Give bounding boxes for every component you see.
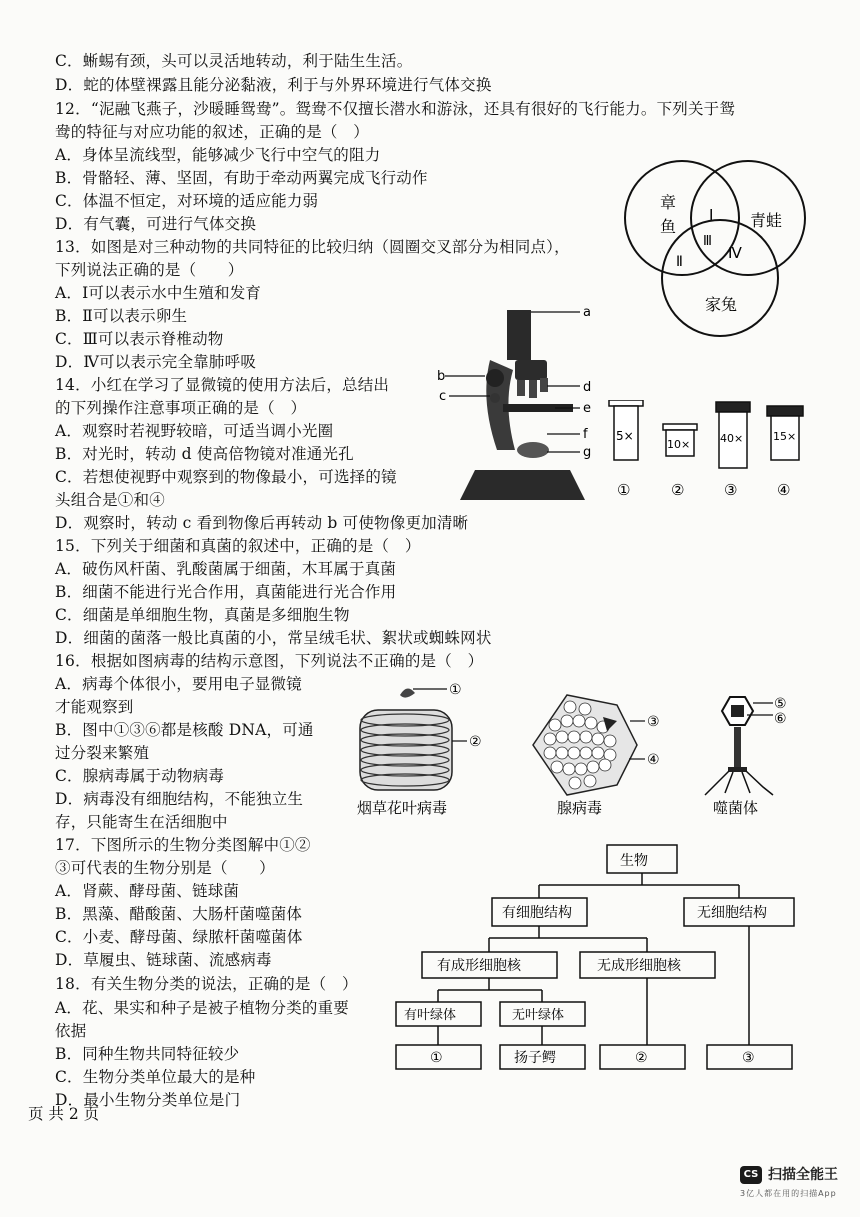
svg-text:无成形细胞核: 无成形细胞核 — [597, 958, 681, 974]
text-line: D．有气囊，可进行气体交换 — [55, 215, 257, 233]
venn-label-1: 章 — [660, 193, 677, 212]
text-line: C．细菌是单细胞生物，真菌是多细胞生物 — [55, 606, 350, 624]
venn-circle-3 — [662, 220, 778, 336]
svg-text:5×: 5× — [616, 429, 634, 443]
text-line: 存，只能寄生在活细胞中 — [55, 813, 228, 831]
text-line: A．破伤风杆菌、乳酸菌属于细菌，木耳属于真菌 — [55, 560, 397, 578]
svg-text:生物: 生物 — [620, 853, 648, 869]
svg-text:①: ① — [617, 481, 631, 499]
venn-label-2: 青蛙 — [750, 211, 783, 230]
text-line: ③可代表的生物分别是（ ） — [55, 859, 275, 877]
scanner-logo-icon: CS — [740, 1166, 762, 1184]
svg-text:②: ② — [469, 734, 482, 750]
label-d: d — [583, 380, 592, 395]
text-line: D．观察时，转动 c 看到物像后再转动 b 可使物像更加清晰 — [55, 514, 469, 532]
text-line: 14．小红在学习了显微镜的使用方法后，总结出 — [55, 376, 390, 394]
label-e: e — [583, 401, 591, 416]
svg-text:10×: 10× — [667, 438, 691, 451]
label-a: a — [583, 305, 591, 320]
text-line: C．小麦、酵母菌、绿脓杆菌噬菌体 — [55, 928, 303, 946]
text-line: D．病毒没有细胞结构，不能独立生 — [55, 790, 304, 808]
text-line: 才能观察到 — [55, 698, 134, 716]
virus-name-1: 烟草花叶病毒 — [357, 799, 448, 817]
text-line: A．病毒个体很小，要用电子显微镜 — [55, 675, 302, 693]
label-g: g — [583, 445, 592, 460]
lens-2 — [663, 424, 697, 499]
svg-text:有成形细胞核: 有成形细胞核 — [437, 958, 521, 974]
text-line: 17．下图所示的生物分类图解中①② — [55, 836, 311, 854]
text-line: A．身体呈流线型，能够减少飞行中空气的阻力 — [55, 146, 381, 164]
text-line: 13．如图是对三种动物的共同特征的比较归纳（圆圈交叉部分为相同点）， — [55, 238, 570, 256]
watermark-subtitle: 3亿人都在用的扫描App — [740, 1189, 837, 1198]
text-line: A．肾蕨、酵母菌、链球菌 — [55, 882, 240, 900]
text-line: C．Ⅲ可以表示脊椎动物 — [55, 330, 224, 348]
text-line: D．蛇的体壁裸露且能分泌黏液，利于与外界环境进行气体交换 — [55, 76, 492, 94]
svg-text:有细胞结构: 有细胞结构 — [502, 905, 572, 921]
text-line: 的下列操作注意事项正确的是（ ） — [55, 399, 307, 417]
lens-1 — [609, 400, 643, 499]
text-line: 头组合是①和④ — [55, 491, 165, 509]
svg-text:③: ③ — [724, 481, 738, 499]
tobacco-mosaic-virus — [357, 682, 482, 817]
text-line: B．Ⅱ可以表示卵生 — [55, 307, 188, 325]
text-line: 12．“泥融飞燕子，沙暖睡鸳鸯”。鸳鸯不仅擅长潜水和游泳，还具有很好的飞行能力。下列关于鸳 — [55, 100, 736, 118]
svg-text:①: ① — [430, 1050, 443, 1066]
venn-region-4: Ⅳ — [728, 244, 742, 262]
eyepiece-tube — [507, 310, 531, 360]
text-line: B．对光时，转动 d 使高倍物镜对准通光孔 — [55, 445, 354, 463]
svg-text:⑤: ⑤ — [774, 696, 787, 712]
page-footer: 页 共 2 页 — [28, 1105, 100, 1123]
text-line: 鸯的特征与对应功能的叙述，正确的是（ ） — [55, 123, 370, 141]
label-c: c — [439, 389, 447, 404]
svg-text:②: ② — [635, 1050, 648, 1066]
svg-text:15×: 15× — [773, 430, 797, 443]
svg-text:扬子鳄: 扬子鳄 — [514, 1050, 556, 1066]
text-line: B．骨骼轻、薄、坚固，有助于牵动两翼完成飞行动作 — [55, 169, 428, 187]
virus-name-2: 腺病毒 — [557, 799, 603, 817]
svg-text:②: ② — [671, 481, 685, 499]
text-line: D．Ⅳ可以表示完全靠肺呼吸 — [55, 353, 257, 371]
text-line: A．花、果实和种子是被子植物分类的重要 — [55, 999, 349, 1017]
virus-diagram — [345, 675, 815, 820]
microscope-base — [460, 470, 585, 500]
text-line: D．最小生物分类单位是门 — [55, 1091, 241, 1109]
nosepiece — [515, 360, 547, 380]
svg-text:③: ③ — [742, 1050, 755, 1066]
mirror — [517, 442, 549, 458]
text-line: C．腺病毒属于动物病毒 — [55, 767, 225, 785]
text-line: B．黑藻、醋酸菌、大肠杆菌噬菌体 — [55, 905, 303, 923]
svg-text:④: ④ — [777, 481, 791, 499]
svg-text:有叶绿体: 有叶绿体 — [404, 1008, 457, 1023]
text-line: B．细菌不能进行光合作用，真菌能进行光合作用 — [55, 583, 397, 601]
text-line: D．草履虫、链球菌、流感病毒 — [55, 951, 272, 969]
svg-text:40×: 40× — [720, 432, 744, 445]
venn-region-2: Ⅱ — [676, 254, 683, 270]
text-line: 依据 — [55, 1022, 87, 1040]
text-line: C．若想使视野中观察到的物像最小，可选择的镜 — [55, 468, 397, 486]
svg-text:③: ③ — [647, 714, 660, 730]
watermark-name: 扫描全能王 — [768, 1167, 838, 1183]
venn-region-3: Ⅲ — [703, 234, 712, 249]
coarse-knob — [486, 369, 504, 387]
lens-3 — [716, 402, 750, 499]
svg-text:无叶绿体: 无叶绿体 — [512, 1008, 565, 1023]
svg-text:无细胞结构: 无细胞结构 — [697, 905, 767, 921]
text-line: B．同种生物共同特征较少 — [55, 1045, 240, 1063]
venn-label-3: 家兔 — [705, 295, 738, 314]
virus-name-3: 噬菌体 — [713, 799, 759, 817]
svg-text:⑥: ⑥ — [774, 711, 787, 727]
text-line: B．图中①③⑥都是核酸 DNA，可通 — [55, 721, 314, 739]
text-line: A．观察时若视野较暗，可适当调小光圈 — [55, 422, 334, 440]
text-line: C．蜥蜴有颈，头可以灵活地转动，利于陆生生活。 — [55, 52, 413, 70]
scanner-watermark — [740, 1164, 855, 1212]
microscope-diagram — [435, 300, 600, 515]
label-f: f — [583, 427, 588, 442]
venn-diagram — [610, 160, 810, 345]
text-line: C．生物分类单位最大的是种 — [55, 1068, 256, 1086]
text-line: A．Ⅰ可以表示水中生殖和发育 — [55, 284, 262, 302]
text-line: C．体温不恒定，对环境的适应能力弱 — [55, 192, 319, 210]
text-line: 16．根据如图病毒的结构示意图，下列说法不正确的是（ ） — [55, 652, 484, 670]
fine-knob — [490, 393, 500, 403]
lens-diagram — [605, 400, 820, 505]
bacteriophage — [705, 696, 787, 817]
adenovirus — [533, 695, 660, 817]
svg-text:④: ④ — [647, 752, 660, 768]
text-line: 过分裂来繁殖 — [55, 744, 150, 762]
text-line: 18．有关生物分类的说法，正确的是（ ） — [55, 975, 358, 993]
text-line: 下列说法正确的是（ ） — [55, 261, 244, 279]
svg-text:①: ① — [449, 682, 462, 698]
lens-4 — [767, 406, 803, 499]
text-line: 15．下列关于细菌和真菌的叙述中，正确的是（ ） — [55, 537, 421, 555]
label-b: b — [437, 369, 446, 384]
venn-label-1b: 鱼 — [660, 217, 677, 236]
venn-region-1: Ⅰ — [709, 206, 714, 224]
text-line: D．细菌的菌落一般比真菌的小，常呈绒毛状、絮状或蜘蛛网状 — [55, 629, 492, 647]
classification-diagram — [392, 840, 812, 1080]
